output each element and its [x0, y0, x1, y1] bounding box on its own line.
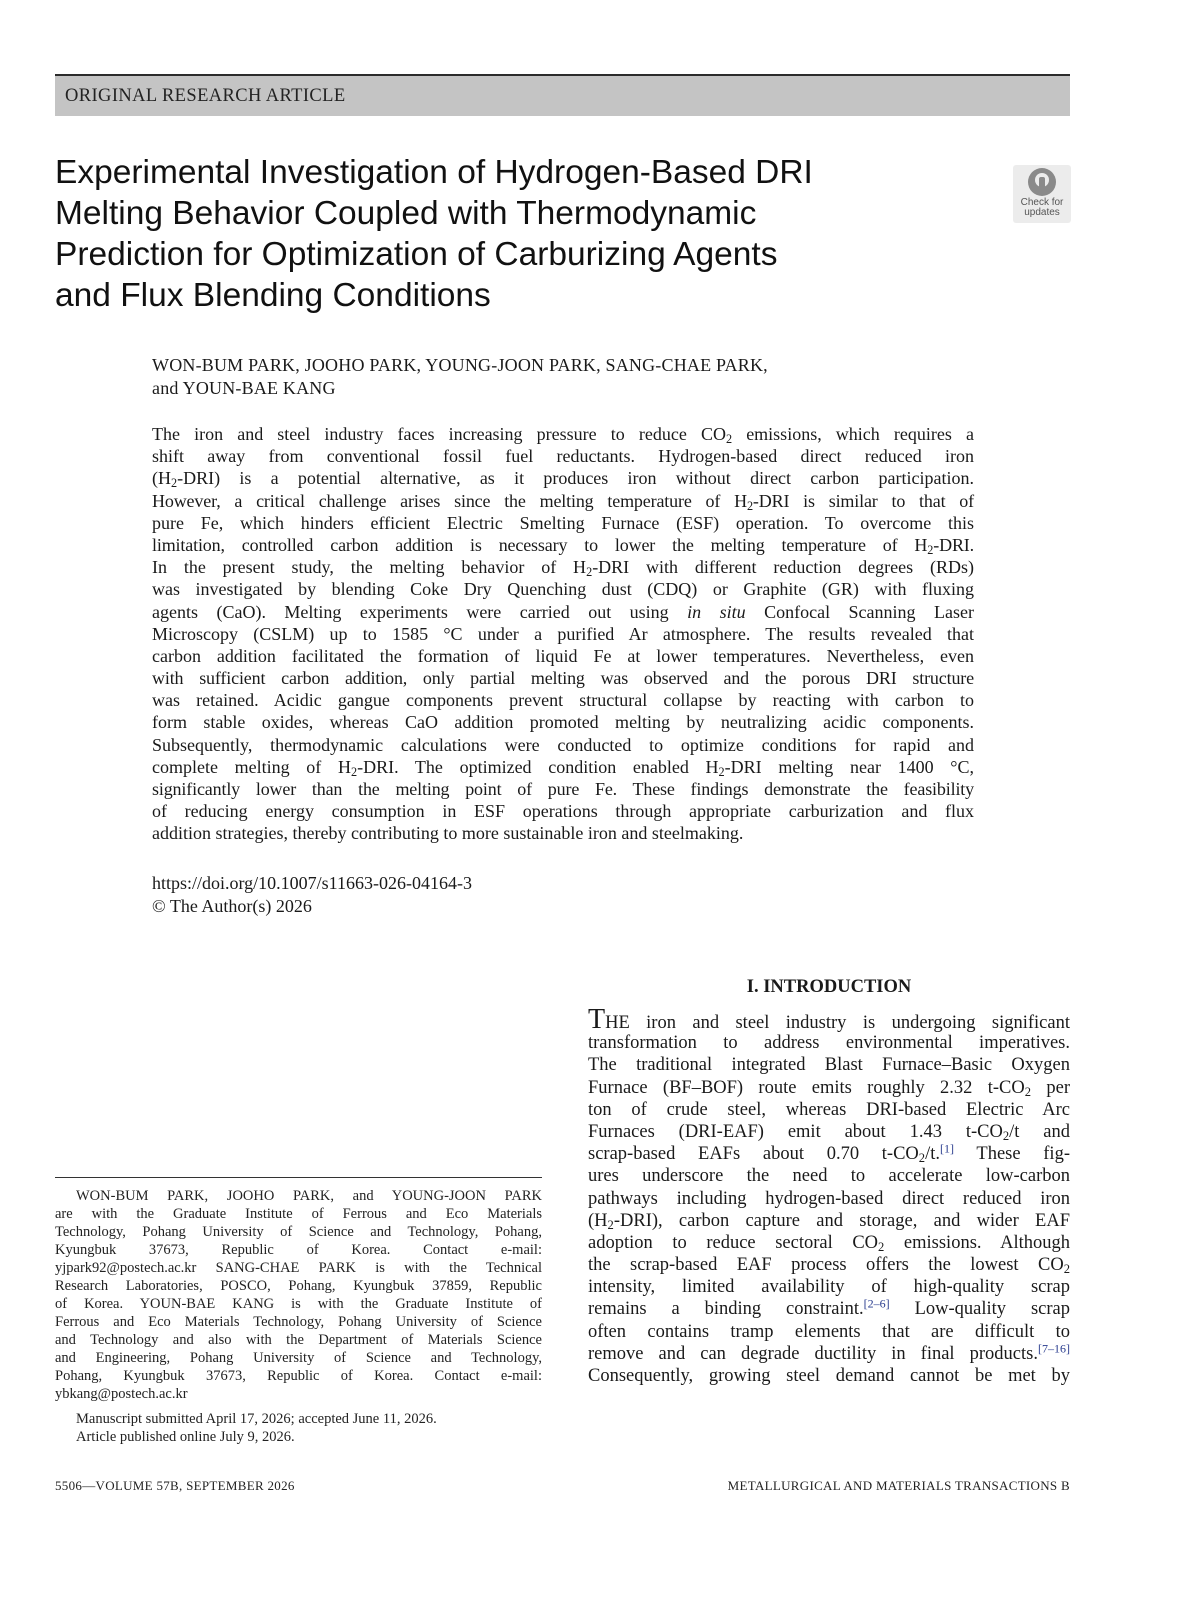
introduction-heading: I. INTRODUCTION	[746, 977, 912, 997]
intro-line: intensity, limited availability of high-quality scrap	[588, 1277, 1070, 1298]
intro-line: often contains tramp elements that are difficult to	[588, 1321, 1070, 1342]
intro-line: Furnace (BF–BOF) route emits roughly 2.32 $t-CO_2$ per	[588, 1077, 1070, 1099]
abstract-line: carbon addition facilitated the formation of liquid Fe at lower temperatures. Nevertheless, even	[152, 645, 974, 666]
abstract-line: was retained. Acidic gangue components prevent structural collapse by reacting with carbon to	[152, 690, 974, 711]
intro-line: remove and can degrade ductility in final products.[7–16]	[588, 1341, 1070, 1364]
footnote-line: and Engineering, Pohang University of Science and Technology,	[55, 1350, 542, 1366]
badge-text-line: updates	[1024, 207, 1060, 218]
doi-block	[152, 872, 472, 918]
authors-line: and YOUN-BAE KANG	[152, 378, 336, 398]
title-line: Prediction for Optimization of Carburizing Agents	[55, 236, 778, 273]
footnote-line: Pohang, Kyungbuk 37673, Republic of Korea. Contact e-mail:	[55, 1368, 542, 1384]
footnote-line: Research Laboratories, POSCO, Pohang, Kyungbuk 37859, Republic	[55, 1278, 542, 1294]
footnote-line: are with the Graduate Institute of Ferrous and Eco Materials	[55, 1206, 542, 1222]
article-title	[55, 152, 915, 316]
footnote-line: of Korea. YOUN-BAE KANG is with the Graduate Institute of	[55, 1296, 542, 1312]
footnote-line: Ferrous and Eco Materials Technology, Pohang University of Science	[55, 1314, 542, 1330]
abstract-line: was investigated by blending Coke Dry Quenching dust (CDQ) or Graphite (GR) with fluxing	[152, 579, 974, 600]
abstract-line: addition strategies, thereby contributing to more sustainable iron and steelmaking.	[152, 823, 744, 844]
check-updates-icon	[1028, 168, 1056, 196]
manuscript-line: Article published online July 9, 2026.	[76, 1429, 295, 1445]
footnote-line: WON-BUM PARK, JOOHO PARK, and YOUNG-JOON PARK	[76, 1188, 542, 1204]
intro-line: the scrap-based EAF process offers the lowest $CO_2$	[588, 1255, 1070, 1277]
abstract-line: agents (CaO). Melting experiments were carried out using in situ Confocal Scanning Laser	[152, 601, 974, 622]
manuscript-line: Manuscript submitted April 17, 2026; accepted June 11, 2026.	[76, 1411, 437, 1427]
page-footer-journal: METALLURGICAL AND MATERIALS TRANSACTIONS B	[727, 1478, 1070, 1493]
intro-line: ton of crude steel, whereas DRI-based Electric Arc	[588, 1099, 1070, 1120]
intro-line: Furnaces (DRI-EAF) emit about 1.43 $t-CO_2/t$ and	[588, 1121, 1070, 1144]
title-line: and Flux Blending Conditions	[55, 277, 491, 314]
abstract-line: significantly lower than the melting point of pure Fe. These findings demonstrate the feasibility	[152, 779, 974, 799]
abstract-line: Subsequently, thermodynamic calculations were conducted to optimize conditions for rapid and	[152, 734, 974, 755]
footnote-divider	[55, 1177, 542, 1178]
abstract-line: $(H_2-DRI)$ is a potential alternative, as it produces iron without direct carbon participation.	[152, 468, 974, 491]
intro-line-first	[588, 1004, 1070, 1035]
intro-line: pathways including hydrogen-based direct reduced iron	[588, 1188, 1070, 1209]
intro-line: remains a binding constraint.[2–6] Low-quality scrap	[588, 1296, 1070, 1320]
abstract-line: Microscopy (CSLM) up to 1585 °C under a purified Ar atmosphere. The results revealed that	[152, 623, 974, 644]
abstract-line: with sufficient carbon addition, only partial melting was observed and the porous DRI structure	[152, 668, 974, 689]
section-bar	[55, 74, 1070, 116]
section-label: ORIGINAL RESEARCH ARTICLE	[65, 86, 346, 106]
abstract-line: In the present study, the melting behavior of $H_2$-DRI with different reduction degrees (RDs)	[152, 557, 975, 580]
badge-text-line: Check for	[1020, 197, 1064, 208]
title-line: Melting Behavior Coupled with Thermodynamic	[55, 195, 757, 232]
abstract-line: However, a critical challenge arises since the melting temperature of $H_2$-DRI is similar to that of	[152, 490, 974, 513]
intro-line: The traditional integrated Blast Furnace–Basic Oxygen	[588, 1055, 1070, 1076]
affiliation-footnote	[55, 1187, 542, 1403]
abstract-line: pure Fe, which hinders efficient Electric Smelting Furnace (ESF) operation. To overcome this	[152, 512, 974, 533]
intro-line: $(H_2-DRI)$, carbon capture and storage, and wider EAF	[588, 1210, 1070, 1232]
intro-line: Consequently, growing steel demand cannot be met by	[588, 1366, 1070, 1386]
abstract-line: form stable oxides, whereas CaO addition promoted melting by neutralizing acidic components.	[152, 712, 974, 733]
copyright-notice: © The Author(s) 2026	[152, 896, 312, 916]
intro-line: scrap-based EAFs about 0.70 $t-CO_2/t.[1]$ These fig-	[588, 1141, 1070, 1166]
drop-cap: T	[588, 1004, 606, 1035]
authors-line: WON-BUM PARK, JOOHO PARK, YOUNG-JOON PARK, SANG-CHAE PARK,	[152, 355, 768, 375]
intro-line: ures underscore the need to accelerate low-carbon	[588, 1166, 1070, 1187]
introduction-text	[588, 1004, 1070, 1387]
abstract	[152, 423, 974, 845]
title-line: Experimental Investigation of Hydrogen-Based DRI	[55, 154, 813, 191]
abstract-line: of reducing energy consumption in ESF operations through appropriate carburization and flux	[152, 801, 974, 822]
footnote-line: yjpark92@postech.ac.kr SANG-CHAE PARK is with the Technical	[55, 1260, 542, 1276]
intro-line-text: HE iron and steel industry is undergoing significant	[605, 1013, 1070, 1033]
check-for-updates-badge[interactable]	[1013, 165, 1071, 223]
intro-line: transformation to address environmental imperatives.	[588, 1033, 1070, 1054]
footnote-line: Technology, Pohang University of Science and Technology, Pohang,	[55, 1224, 542, 1240]
manuscript-dates	[76, 1410, 437, 1446]
footnote-line: and Technology and also with the Department of Materials Science	[55, 1332, 542, 1348]
abstract-line: The iron and steel industry faces increasing pressure to reduce $CO_2$ emissions, which requires a	[152, 424, 974, 447]
author-list	[152, 354, 1002, 400]
footnote-line: Kyungbuk 37673, Republic of Korea. Contact e-mail:	[55, 1242, 542, 1258]
footnote-line: ybkang@postech.ac.kr	[55, 1386, 188, 1402]
intro-line: adoption to reduce sectoral $CO_2$ emissions. Although	[588, 1232, 1070, 1255]
abstract-line: limitation, controlled carbon addition is necessary to lower the melting temperature of $H_2$-DRI.	[152, 534, 974, 557]
abstract-line: complete melting of $H_2$-DRI. The optimized condition enabled $H_2$-DRI melting near 1400 °C,	[152, 756, 974, 779]
page-footer-volume: 5506—VOLUME 57B, SEPTEMBER 2026	[55, 1478, 295, 1493]
abstract-line: shift away from conventional fossil fuel reductants. Hydrogen-based direct reduced iron	[152, 446, 974, 467]
doi-link[interactable]: https://doi.org/10.1007/s11663-026-04164-3	[152, 873, 473, 893]
